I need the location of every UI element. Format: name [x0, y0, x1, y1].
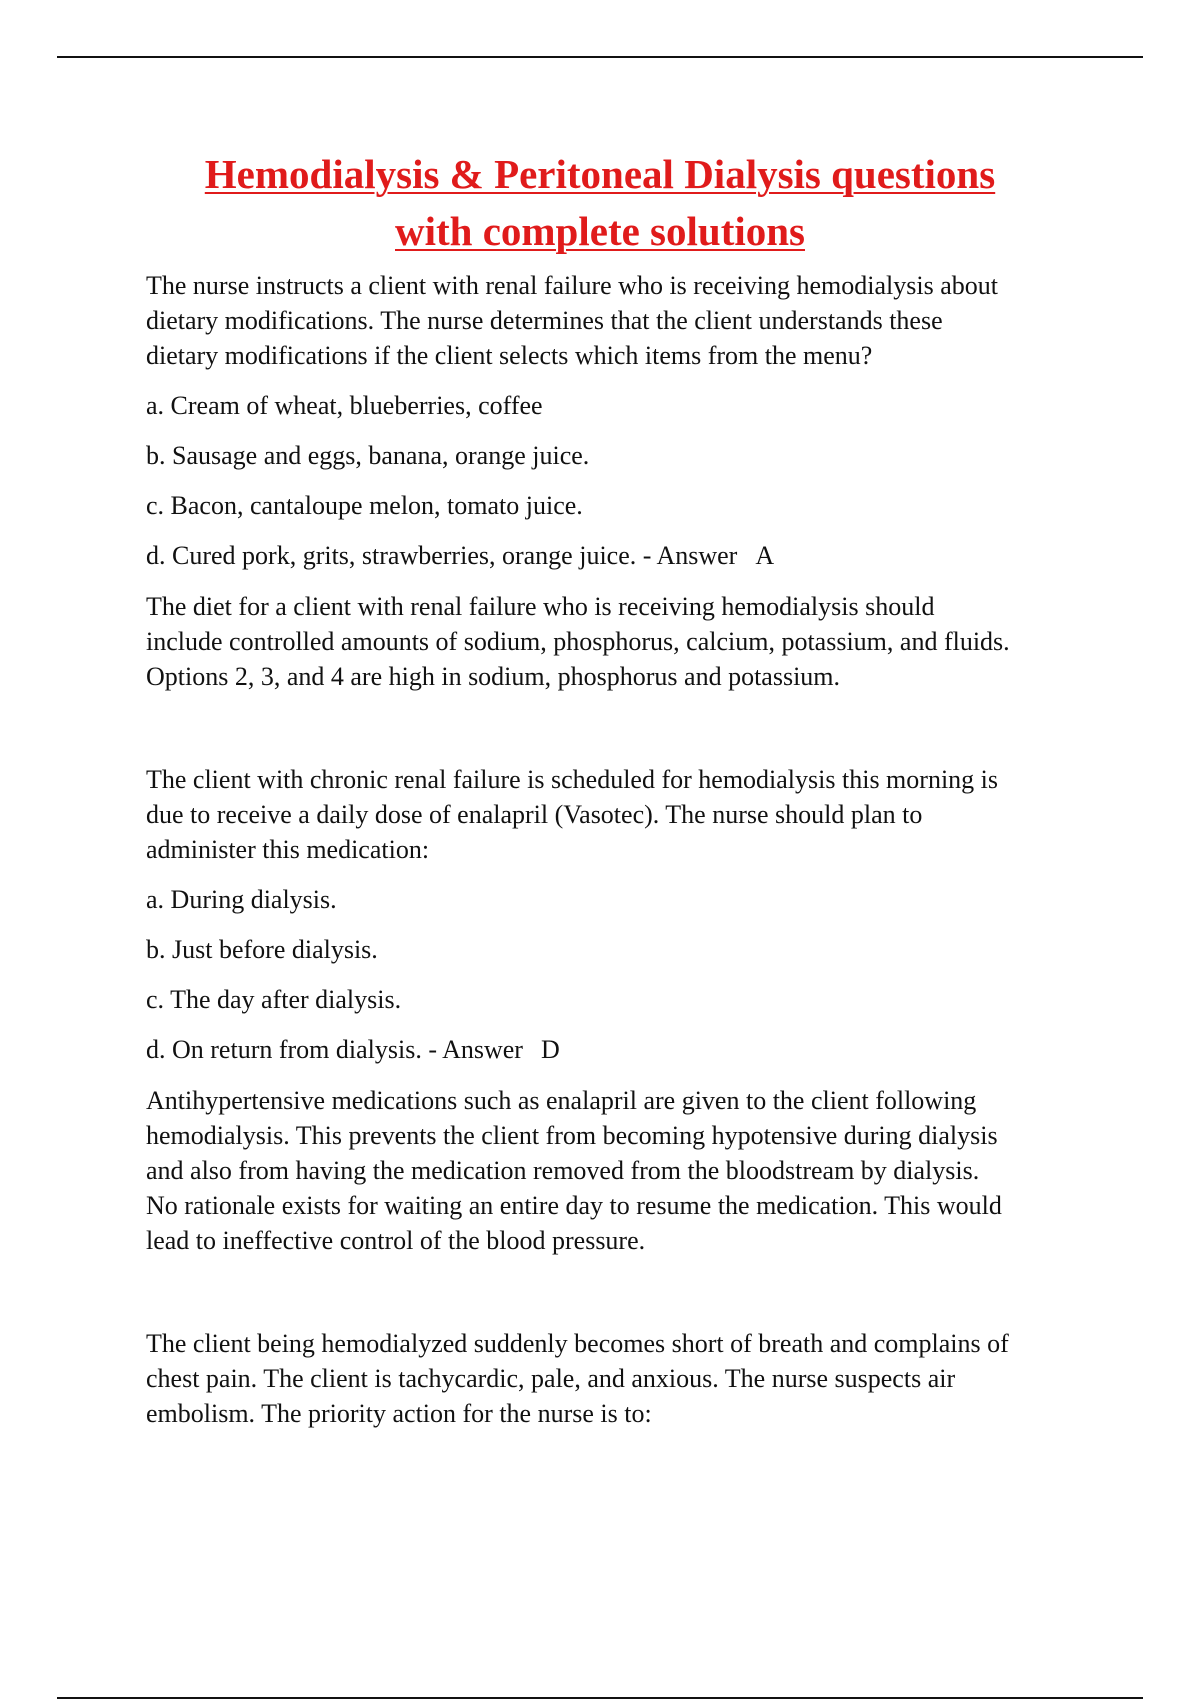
document-body — [146, 268, 1146, 1431]
option-a: a. During dialysis. — [146, 885, 337, 914]
question-block-1 — [146, 268, 1146, 694]
option-a: a. Cream of wheat, blueberries, coffee — [146, 391, 543, 420]
question-stem: The client being hemodialyzed suddenly becomes short of breath and complains of chest pain. The client is tachycardic, pale, and anxious. The nurse suspects air embolism. The priority action for the nurse is to: — [146, 1329, 1009, 1428]
option-c: c. Bacon, cantaloupe melon, tomato juice. — [146, 491, 583, 520]
page-title — [60, 146, 1140, 260]
question-block-2 — [146, 762, 1146, 1258]
question-stem: The nurse instructs a client with renal failure who is receiving hemodialysis about dietary modifications. The nurse determines that the client understands these dietary modifications if the client selects which items from the menu? — [146, 271, 998, 370]
bottom-rule — [57, 1697, 1143, 1699]
option-b: b. Sausage and eggs, banana, orange juice. — [146, 441, 590, 470]
title-line-2: with complete solutions — [395, 208, 805, 254]
question-stem: The client with chronic renal failure is scheduled for hemodialysis this morning is due to receive a daily dose of enalapril (Vasotec). The nurse should plan to administer this medication: — [146, 765, 999, 864]
option-d: d. Cured pork, grits, strawberries, orange juice. - Answer A — [146, 541, 775, 570]
option-c: c. The day after dialysis. — [146, 985, 402, 1014]
option-d: d. On return from dialysis. - Answer D — [146, 1035, 560, 1064]
question-block-3 — [146, 1326, 1146, 1431]
answer-value: A — [755, 541, 775, 570]
option-b: b. Just before dialysis. — [146, 935, 378, 964]
title-line-1: Hemodialysis & Peritoneal Dialysis questions — [204, 151, 996, 197]
rationale: Antihypertensive medications such as enalapril are given to the client following hemodialysis. This prevents the client from becoming hypotensive during dialysis and also from having the medication removed from the bloodstream by dialysis. No rationale exists for waiting an entire day to resume the medication. This would lead to ineffective control of the blood pressure. — [146, 1086, 1002, 1255]
answer-value: D — [540, 1035, 560, 1064]
top-rule — [57, 56, 1143, 58]
rationale: The diet for a client with renal failure who is receiving hemodialysis should include controlled amounts of sodium, phosphorus, calcium, potassium, and fluids. Options 2, 3, and 4 are high in sodium, phosphorus and potassium. — [146, 592, 1010, 691]
